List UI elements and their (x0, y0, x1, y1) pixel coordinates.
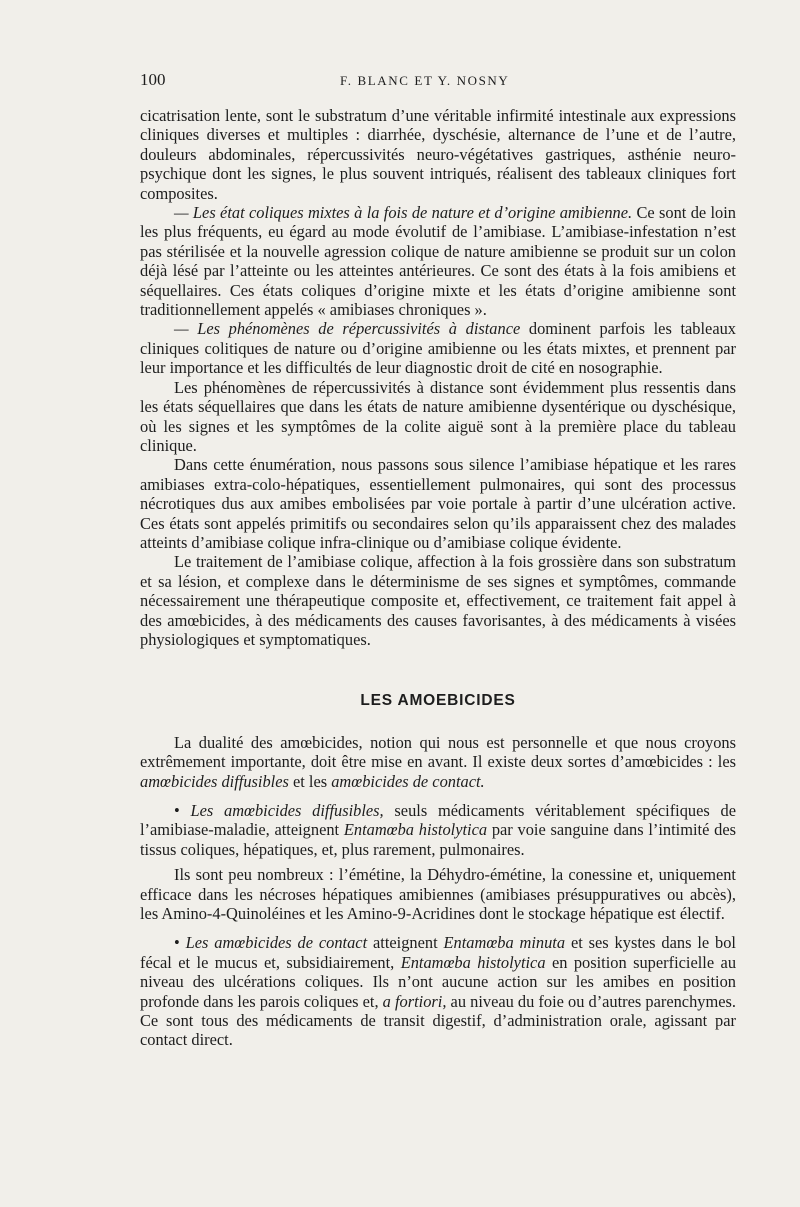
paragraph-4: Les phénomènes de répercussivités à distance sont évidemment plus ressentis dans les états séquellaires que dans les états de nature amibienne dysentérique ou dyschésique, où les signes et les symptômes de la colite aiguë sont à la première place du tableau clinique. (140, 377, 736, 455)
paragraph-5: Dans cette énumération, nous passons sous silence l’amibiase hépatique et les rares amibiases extra-colo-hépatiques, essentiellement pulmonaires, qui sont des processus nécrotiques dus aux amibes embolisées par voie portale à partir d’une ulcération active. Ces états sont appelés primitifs ou secondaires selon qu’ils apparaissent chez des malades atteints d’amibiase colique infra-clinique ou d’amibiase colique évidente. (140, 455, 736, 552)
paragraph-1: cicatrisation lente, sont le substratum d’une véritable infirmité intestinale aux expressions cliniques diverses et multiples : diarrhée, dyschésie, alternance de l’une et de l’autre, douleurs abdominales, répercussivités neuro-végétatives gastriques, asthénie neuro-psychique dont les signes, le plus souvent intriqués, réalisent des tableaux cliniques fort composites. (140, 106, 736, 203)
paragraph-2 (140, 203, 736, 319)
term-diffusible: amœbicides diffusibles (140, 771, 289, 791)
paragraph-3-lead: — Les phénomènes de répercussivités à distance (174, 319, 521, 339)
paragraph-3 (140, 319, 736, 377)
species-name: Entamœba histolytica (400, 952, 546, 972)
page-header (140, 70, 736, 94)
paragraph-10-lead: Les amœbicides de contact (185, 933, 368, 953)
paragraph-3-text: dominent parfois les tableaux cliniques colitiques de nature ou d’origine amibienne ou les états mixtes, et prennent par leur importance et les difficultés de leur diagnostic droit de cité en nosographie. (140, 319, 736, 378)
page-number: 100 (140, 70, 166, 89)
species-name: Entamœba minuta (443, 933, 566, 953)
paragraph-7-text-a: La dualité des amœbicides, notion qui nous est personnelle et que nous croyons extrêmement importante, doit être mise en avant. Il existe deux sortes d’amœbicides : les (140, 732, 736, 772)
paragraph-10-text-d: au niveau du foie ou d’autres parenchymes. Ce sont tous des médicaments de transit digestif, d’administration orale, agissant par contact direct. (140, 991, 736, 1050)
latin-phrase: a fortiori, (382, 991, 447, 1011)
body-text (140, 106, 736, 1050)
paragraph-10-text-b: et ses kystes dans le bol fécal et le mucus et, subsidiairement, (140, 933, 736, 972)
paragraph-2-text: Ce sont de loin les plus fréquents, eu égard au mode évolutif de l’amibiase. L’amibiase-infestation n’est pas stérilisée et la nouvelle agression colique de nature amibienne se produit sur un colon déjà lésé par l’atteinte ou les atteintes antérieures. Ce sont des états à la fois amibiens et séquellaires. Ces états coliques d’origine mixte et les états d’origine amibienne sont traditionnellement appelés « amibiases chroniques ». (140, 203, 737, 320)
paragraph-6: Le traitement de l’amibiase colique, affection à la fois grossière dans son substratum et sa lésion, et complexe dans le déterminisme de ses signes et symptômes, commande nécessairement une thérapeutique composite et, effectivement, ce traitement fait appel à des amœbicides, à des médicaments des causes favorisantes, à des médicaments à visées physiologiques et symptomatiques. (140, 552, 736, 649)
paragraph-7-text-b: et les (288, 771, 332, 791)
paragraph-8 (140, 801, 736, 859)
paragraph-8-text-a: seuls médicaments véritablement spécifiques de l’amibiase-maladie, atteignent (140, 801, 736, 840)
paragraph-8-text-b: par voie sanguine dans l’intimité des tissus coliques, hépatiques, et, plus rarement, pulmonaires. (140, 820, 736, 859)
running-head: F. BLANC ET Y. NOSNY (340, 73, 510, 88)
paragraph-2-lead: — Les état coliques mixtes à la fois de nature et d’origine amibienne. (174, 203, 633, 223)
bullet-mark: • (174, 933, 186, 953)
species-name: Entamœba histolytica (343, 820, 488, 840)
paragraph-9: Ils sont peu nombreux : l’émétine, la Déhydro-émétine, la conessine et, uniquement efficace dans les nécroses hépatiques amibiennes (amibiases présuppuratives ou abcès), les Amino-4-Quinoléines et les Amino-9-Acridines dont le stockage hépatique est électif. (140, 865, 736, 924)
paragraph-10-text-a: atteignent (367, 933, 444, 953)
section-title: LES AMOEBICIDES (360, 692, 516, 710)
paragraph-10 (140, 933, 736, 1049)
paragraph-10-text-c: en position superficielle au niveau des ulcérations coliques. Ils n’ont aucune action sur les amibes en position profonde dans les parois coliques et, (140, 952, 737, 1011)
term-contact: amœbicides de contact. (331, 771, 485, 791)
paragraph-8-lead: Les amœbicides diffusibles, (190, 801, 384, 820)
bullet-mark: • (174, 801, 191, 820)
paragraph-7 (140, 733, 736, 791)
